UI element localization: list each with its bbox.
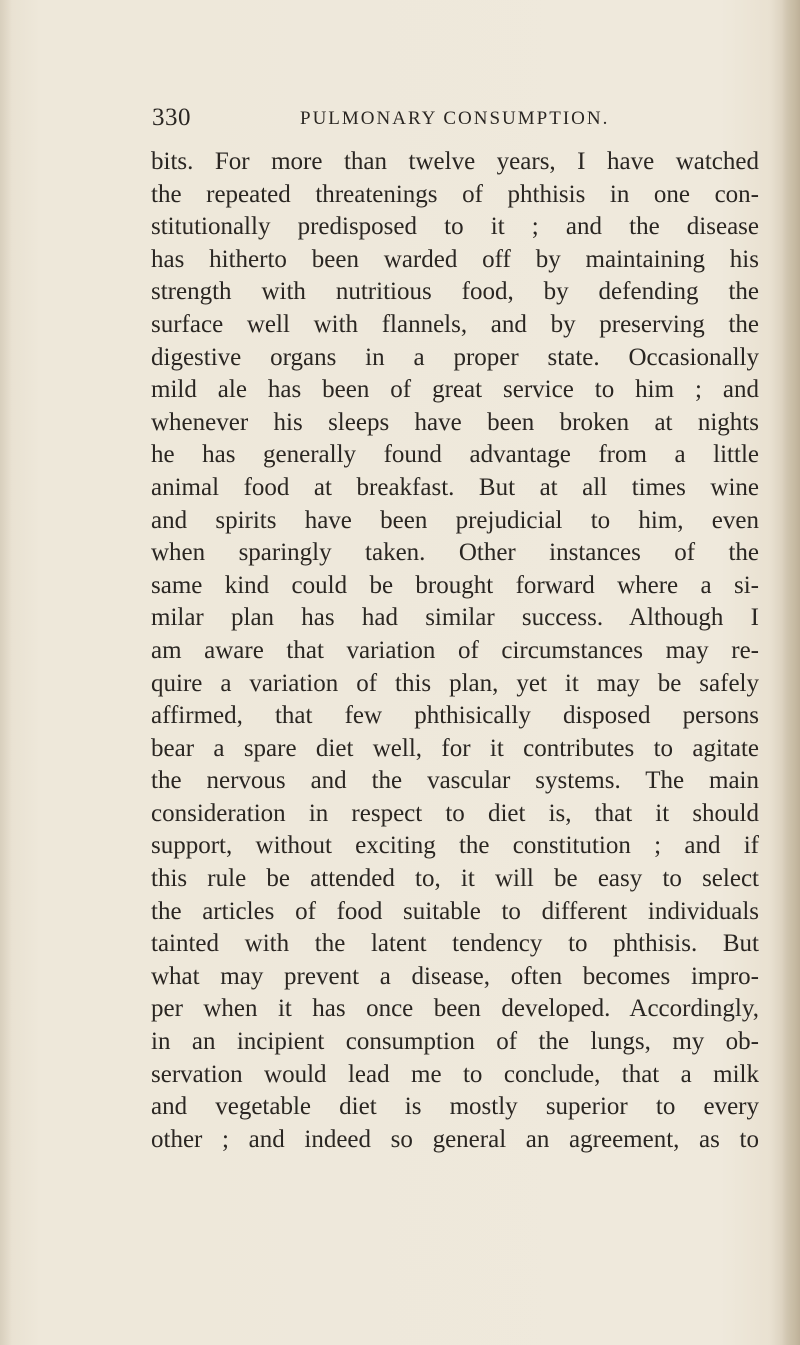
page-right-edge-shadow [782,0,800,1345]
text-line: other ; and indeed so general an agreement, as to [151,1125,759,1153]
page-header [152,104,792,140]
text-line: bits. For more than twelve years, I have watched [151,148,759,175]
text-line: quire a variation of this plan, yet it may be safely [151,669,759,697]
text-line: the nervous and the vascular systems. The main [151,767,759,795]
text-line: milar plan has had similar success. Although I [151,604,759,632]
text-line: bear a spare diet well, for it contributes to agitate [151,734,759,762]
text-line: affirmed, that few phthisically disposed persons [151,702,759,730]
text-line: the repeated threatenings of phthisis in one con- [151,180,759,208]
text-line: digestive organs in a proper state. Occasionally [151,343,759,371]
text-line: per when it has once been developed. Accordingly, [151,995,759,1023]
text-line: when sparingly taken. Other instances of the [151,539,759,567]
text-line: has hitherto been warded off by maintaining his [151,245,759,273]
page-number: 330 [152,104,191,131]
text-line: strength with nutritious food, by defending the [151,278,759,306]
text-line: what may prevent a disease, often becomes impro- [151,962,759,990]
text-line: same kind could be brought forward where a si- [151,571,759,599]
body-text [151,146,759,1156]
text-line: consideration in respect to diet is, that it should [151,799,759,827]
text-line: and vegetable diet is mostly superior to every [151,1093,759,1121]
text-line: and spirits have been prejudicial to him, even [151,506,759,534]
running-title: PULMONARY CONSUMPTION. [300,108,610,129]
text-line: in an incipient consumption of the lungs, my ob- [151,1028,759,1056]
text-line: he has generally found advantage from a little [151,441,759,469]
text-line: tainted with the latent tendency to phthisis. But [151,930,759,958]
text-line: mild ale has been of great service to him ; and [151,376,759,404]
text-line: surface well with flannels, and by preserving the [151,310,759,338]
text-line: animal food at breakfast. But at all times wine [151,473,759,501]
text-line: am aware that variation of circumstances may re- [151,636,759,664]
text-line: stitutionally predisposed to it ; and the disease [151,213,759,241]
text-line: the articles of food suitable to different individuals [151,897,759,925]
text-line: whenever his sleeps have been broken at nights [151,408,759,436]
text-line: support, without exciting the constitution ; and if [151,832,759,860]
text-line: this rule be attended to, it will be easy to select [151,865,759,893]
text-line: servation would lead me to conclude, that a milk [151,1060,759,1088]
page-left-edge-shadow [0,0,12,1345]
